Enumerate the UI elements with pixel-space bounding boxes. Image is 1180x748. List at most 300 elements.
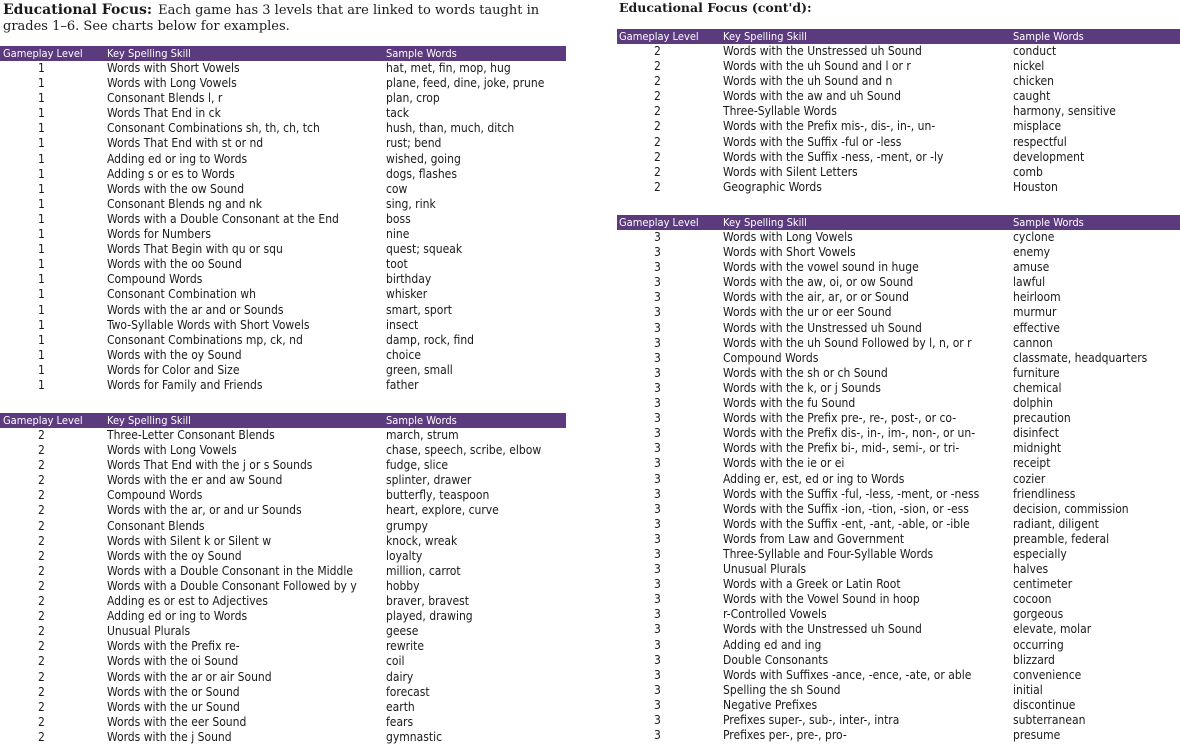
table-row bbox=[617, 456, 1180, 471]
spelling-skill-cell: Words with Silent k or Silent w bbox=[107, 533, 272, 548]
spelling-skill-cell: Words with the Suffix -ful or -less bbox=[723, 134, 902, 149]
table-row bbox=[617, 305, 1180, 320]
spelling-skill-cell: Words with the ar and or Sounds bbox=[107, 302, 284, 317]
table-body bbox=[617, 230, 1180, 743]
spelling-skill-cell: Words with the Suffix -ful, -less, -ment, or -ness bbox=[723, 486, 980, 501]
gameplay-level-cell: 2 bbox=[654, 104, 661, 119]
gameplay-level-cell: 3 bbox=[654, 667, 661, 682]
spelling-skill-cell: Prefixes super-, sub-, inter-, intra bbox=[723, 713, 900, 727]
spelling-skill-cell: Consonant Blends l, r bbox=[107, 91, 223, 106]
sample-words-cell: especially bbox=[1013, 546, 1067, 561]
gameplay-level-cell: 1 bbox=[38, 106, 45, 121]
table-row bbox=[617, 728, 1180, 743]
table-row bbox=[0, 363, 566, 378]
table-row bbox=[617, 260, 1180, 275]
sample-words-cell: cyclone bbox=[1013, 230, 1055, 244]
sample-words-cell: friendliness bbox=[1013, 486, 1076, 501]
table-row bbox=[617, 562, 1180, 577]
sample-words-cell: loyalty bbox=[386, 548, 423, 563]
sample-words-cell: cannon bbox=[1013, 335, 1053, 350]
spelling-skill-cell: Adding es or est to Adjectives bbox=[107, 594, 268, 609]
gameplay-level-cell: 2 bbox=[38, 548, 45, 563]
sample-words-cell: chicken bbox=[1013, 74, 1055, 89]
level-1-table bbox=[0, 46, 566, 393]
gameplay-level-cell: 3 bbox=[654, 637, 661, 652]
gameplay-level-cell: 2 bbox=[38, 594, 45, 609]
spelling-skill-cell: Adding ed or ing to Words bbox=[107, 609, 248, 624]
sample-words-cell: insect bbox=[386, 317, 419, 332]
table-row bbox=[0, 624, 566, 639]
gameplay-level-cell: 3 bbox=[654, 728, 661, 743]
spelling-skill-cell: Compound Words bbox=[107, 272, 203, 287]
gameplay-level-cell: 1 bbox=[38, 196, 45, 211]
sample-words-cell: cocoon bbox=[1013, 592, 1052, 607]
table-row bbox=[617, 441, 1180, 456]
table-row bbox=[617, 668, 1180, 683]
sample-words-cell: radiant, diligent bbox=[1013, 516, 1099, 531]
table-row bbox=[0, 594, 566, 609]
table-row bbox=[0, 121, 566, 136]
table-row bbox=[0, 534, 566, 549]
sample-words-cell: presume bbox=[1013, 728, 1061, 743]
sample-words-cell: discontinue bbox=[1013, 697, 1076, 712]
spelling-skill-cell: Three-Syllable and Four-Syllable Words bbox=[723, 546, 934, 561]
spelling-skill-cell: Words with Silent Letters bbox=[723, 164, 858, 179]
spelling-skill-cell: Two-Syllable Words with Short Vowels bbox=[107, 317, 310, 332]
header-gameplay-level: Gameplay Level bbox=[3, 47, 83, 60]
sample-words-cell: braver, bravest bbox=[386, 594, 470, 609]
sample-words-cell: hat, met, fin, mop, hug bbox=[386, 61, 511, 75]
spelling-skill-cell: Words That End with the j or s Sounds bbox=[107, 458, 313, 473]
spelling-skill-cell: Words with the Prefix bi-, mid-, semi-, or tri- bbox=[723, 441, 960, 456]
gameplay-level-cell: 3 bbox=[654, 607, 661, 622]
table-row bbox=[0, 654, 566, 669]
table-row bbox=[0, 318, 566, 333]
sample-words-cell: respectful bbox=[1013, 134, 1067, 149]
gameplay-level-cell: 2 bbox=[38, 578, 45, 593]
table-row bbox=[617, 622, 1180, 637]
spelling-skill-cell: Adding ed and ing bbox=[723, 637, 822, 652]
table-row bbox=[617, 351, 1180, 366]
gameplay-level-cell: 2 bbox=[38, 458, 45, 473]
level-2-continued-table bbox=[617, 29, 1180, 195]
sample-words-cell: nickel bbox=[1013, 59, 1045, 74]
header-key-spelling-skill: Key Spelling Skill bbox=[107, 414, 191, 427]
spelling-skill-cell: Words with a Double Consonant at the End bbox=[107, 211, 339, 226]
table-row bbox=[0, 242, 566, 257]
table-row bbox=[617, 577, 1180, 592]
gameplay-level-cell: 3 bbox=[654, 456, 661, 471]
sample-words-cell: boss bbox=[386, 211, 411, 226]
sample-words-cell: coil bbox=[386, 654, 405, 669]
spelling-skill-cell: Words with Short Vowels bbox=[723, 245, 856, 260]
sample-words-cell: classmate, headquarters bbox=[1013, 350, 1148, 365]
spelling-skill-cell: Words with the oy Sound bbox=[107, 548, 242, 563]
spelling-skill-cell: Words with the ar or air Sound bbox=[107, 669, 272, 684]
spelling-skill-cell: Three-Letter Consonant Blends bbox=[107, 428, 275, 442]
spelling-skill-cell: Words with the Prefix mis-, dis-, in-, un- bbox=[723, 119, 936, 134]
sample-words-cell: precaution bbox=[1013, 411, 1071, 426]
table-row bbox=[617, 180, 1180, 195]
sample-words-cell: receipt bbox=[1013, 456, 1051, 471]
spelling-skill-cell: Double Consonants bbox=[723, 652, 829, 667]
table-row bbox=[617, 683, 1180, 698]
sample-words-cell: nine bbox=[386, 227, 410, 242]
gameplay-level-cell: 3 bbox=[654, 441, 661, 456]
spelling-skill-cell: r-Controlled Vowels bbox=[723, 607, 827, 622]
table-row bbox=[0, 488, 566, 503]
spelling-skill-cell: Words with Long Vowels bbox=[723, 230, 853, 244]
table-row bbox=[0, 348, 566, 363]
table-row bbox=[0, 564, 566, 579]
spelling-skill-cell: Negative Prefixes bbox=[723, 697, 818, 712]
spelling-skill-cell: Words with the oi Sound bbox=[107, 654, 239, 669]
table-row bbox=[0, 333, 566, 348]
spelling-skill-cell: Words with the j Sound bbox=[107, 729, 232, 744]
table-row bbox=[0, 106, 566, 121]
sample-words-cell: midnight bbox=[1013, 441, 1062, 456]
sample-words-cell: green, small bbox=[386, 362, 453, 377]
gameplay-level-cell: 3 bbox=[654, 260, 661, 275]
sample-words-cell: centimeter bbox=[1013, 577, 1073, 592]
spelling-skill-cell: Words with the uh Sound and n bbox=[723, 74, 893, 89]
gameplay-level-cell: 1 bbox=[38, 91, 45, 106]
spelling-skill-cell: Words with Short Vowels bbox=[107, 61, 240, 75]
gameplay-level-cell: 2 bbox=[38, 609, 45, 624]
gameplay-level-cell: 3 bbox=[654, 411, 661, 426]
gameplay-level-cell: 3 bbox=[654, 697, 661, 712]
sample-words-cell: lawful bbox=[1013, 275, 1046, 290]
sample-words-cell: heart, explore, curve bbox=[386, 503, 499, 518]
gameplay-level-cell: 3 bbox=[654, 562, 661, 577]
spelling-skill-cell: Words with the k, or j Sounds bbox=[723, 380, 881, 395]
sample-words-cell: splinter, drawer bbox=[386, 473, 472, 488]
sample-words-cell: hobby bbox=[386, 578, 420, 593]
header-key-spelling-skill: Key Spelling Skill bbox=[107, 47, 191, 60]
gameplay-level-cell: 1 bbox=[38, 211, 45, 226]
sample-words-cell: murmur bbox=[1013, 305, 1057, 320]
sample-words-cell: hush, than, much, ditch bbox=[386, 121, 515, 136]
sample-words-cell: chemical bbox=[1013, 380, 1062, 395]
gameplay-level-cell: 3 bbox=[654, 592, 661, 607]
table-row bbox=[0, 473, 566, 488]
spelling-skill-cell: Compound Words bbox=[107, 488, 203, 503]
gameplay-level-cell: 2 bbox=[654, 89, 661, 104]
sample-words-cell: choice bbox=[386, 347, 421, 362]
header-gameplay-level: Gameplay Level bbox=[3, 414, 83, 427]
spelling-skill-cell: Words for Family and Friends bbox=[107, 377, 263, 392]
gameplay-level-cell: 3 bbox=[654, 622, 661, 637]
table-row bbox=[617, 698, 1180, 713]
table-row bbox=[617, 150, 1180, 165]
spelling-skill-cell: Geographic Words bbox=[723, 179, 822, 194]
header-sample-words: Sample Words bbox=[386, 414, 457, 427]
table-row bbox=[617, 165, 1180, 180]
gameplay-level-cell: 1 bbox=[38, 61, 45, 75]
sample-words-cell: whisker bbox=[386, 287, 428, 302]
gameplay-level-cell: 3 bbox=[654, 652, 661, 667]
table-row bbox=[617, 713, 1180, 728]
table-row bbox=[0, 303, 566, 318]
sample-words-cell: enemy bbox=[1013, 245, 1051, 260]
table-row bbox=[0, 609, 566, 624]
table-row bbox=[617, 336, 1180, 351]
gameplay-level-cell: 2 bbox=[38, 624, 45, 639]
spelling-skill-cell: Words with the vowel sound in huge bbox=[723, 260, 919, 275]
sample-words-cell: misplace bbox=[1013, 119, 1062, 134]
sample-words-cell: damp, rock, find bbox=[386, 332, 475, 347]
sample-words-cell: forecast bbox=[386, 684, 430, 699]
spelling-skill-cell: Words with the air, ar, or or Sound bbox=[723, 290, 909, 305]
table-row bbox=[617, 74, 1180, 89]
sample-words-cell: gorgeous bbox=[1013, 607, 1064, 622]
gameplay-level-cell: 1 bbox=[38, 257, 45, 272]
spelling-skill-cell: Words with the sh or ch Sound bbox=[723, 365, 888, 380]
sample-words-cell: subterranean bbox=[1013, 713, 1086, 727]
spelling-skill-cell: Words That End in ck bbox=[107, 106, 221, 121]
table-row bbox=[0, 76, 566, 91]
sample-words-cell: dairy bbox=[386, 669, 414, 684]
sample-words-cell: fears bbox=[386, 714, 414, 729]
sample-words-cell: rust; bend bbox=[386, 136, 442, 151]
spelling-skill-cell: Adding er, est, ed or ing to Words bbox=[723, 471, 905, 486]
spelling-skill-cell: Consonant Blends ng and nk bbox=[107, 196, 262, 211]
table-header bbox=[617, 29, 1180, 44]
gameplay-level-cell: 2 bbox=[38, 654, 45, 669]
spelling-skill-cell: Words That Begin with qu or squ bbox=[107, 242, 283, 257]
sample-words-cell: quest; squeak bbox=[386, 242, 463, 257]
table-row bbox=[617, 44, 1180, 59]
spelling-skill-cell: Words with the oy Sound bbox=[107, 347, 242, 362]
spelling-skill-cell: Words with a Double Consonant Followed by y bbox=[107, 578, 357, 593]
gameplay-level-cell: 2 bbox=[38, 473, 45, 488]
gameplay-level-cell: 3 bbox=[654, 426, 661, 441]
table-row bbox=[617, 59, 1180, 74]
gameplay-level-cell: 2 bbox=[38, 563, 45, 578]
table-body bbox=[0, 61, 566, 393]
sample-words-cell: heirloom bbox=[1013, 290, 1061, 305]
table-row bbox=[617, 592, 1180, 607]
gameplay-level-cell: 1 bbox=[38, 347, 45, 362]
gameplay-level-cell: 3 bbox=[654, 230, 661, 244]
sample-words-cell: played, drawing bbox=[386, 609, 473, 624]
sample-words-cell: butterfly, teaspoon bbox=[386, 488, 490, 503]
sample-words-cell: caught bbox=[1013, 89, 1051, 104]
sample-words-cell: initial bbox=[1013, 682, 1043, 697]
sample-words-cell: effective bbox=[1013, 320, 1060, 335]
table-row bbox=[0, 227, 566, 242]
spelling-skill-cell: Consonant Blends bbox=[107, 518, 205, 533]
sample-words-cell: dolphin bbox=[1013, 396, 1054, 411]
table-body bbox=[617, 44, 1180, 195]
table-row bbox=[617, 502, 1180, 517]
sample-words-cell: gymnastic bbox=[386, 729, 443, 744]
header-gameplay-level: Gameplay Level bbox=[619, 216, 699, 229]
gameplay-level-cell: 3 bbox=[654, 380, 661, 395]
sample-words-cell: plane, feed, dine, joke, prune bbox=[386, 76, 545, 91]
gameplay-level-cell: 2 bbox=[38, 518, 45, 533]
sample-words-cell: Houston bbox=[1013, 179, 1058, 194]
gameplay-level-cell: 3 bbox=[654, 682, 661, 697]
gameplay-level-cell: 1 bbox=[38, 136, 45, 151]
table-row bbox=[617, 135, 1180, 150]
table-row bbox=[617, 653, 1180, 668]
spelling-skill-cell: Adding s or es to Words bbox=[107, 166, 235, 181]
gameplay-level-cell: 3 bbox=[654, 275, 661, 290]
table-header bbox=[617, 215, 1180, 230]
gameplay-level-cell: 3 bbox=[654, 350, 661, 365]
sample-words-cell: preamble, federal bbox=[1013, 531, 1110, 546]
table-row bbox=[0, 136, 566, 151]
sample-words-cell: tack bbox=[386, 106, 410, 121]
spelling-skill-cell: Consonant Combinations sh, th, ch, tch bbox=[107, 121, 320, 136]
sample-words-cell: furniture bbox=[1013, 365, 1060, 380]
table-row bbox=[617, 547, 1180, 562]
gameplay-level-cell: 3 bbox=[654, 396, 661, 411]
spelling-skill-cell: Words with Long Vowels bbox=[107, 443, 237, 458]
table-row bbox=[0, 428, 566, 443]
spelling-skill-cell: Words with the ur Sound bbox=[107, 699, 240, 714]
gameplay-level-cell: 3 bbox=[654, 516, 661, 531]
sample-words-cell: disinfect bbox=[1013, 426, 1059, 441]
spelling-skill-cell: Words with the uh Sound and l or r bbox=[723, 59, 911, 74]
table-row bbox=[617, 290, 1180, 305]
gameplay-level-cell: 3 bbox=[654, 713, 661, 727]
table-row bbox=[0, 287, 566, 302]
gameplay-level-cell: 1 bbox=[38, 121, 45, 136]
table-row bbox=[617, 119, 1180, 134]
table-row bbox=[0, 378, 566, 393]
sample-words-cell: plan, crop bbox=[386, 91, 440, 106]
table-row bbox=[617, 487, 1180, 502]
table-header bbox=[0, 413, 566, 428]
gameplay-level-cell: 2 bbox=[38, 669, 45, 684]
spelling-skill-cell: Words with the aw, oi, or ow Sound bbox=[723, 275, 914, 290]
spelling-skill-cell: Words for Color and Size bbox=[107, 362, 240, 377]
table-row bbox=[0, 639, 566, 654]
table-body bbox=[0, 428, 566, 745]
gameplay-level-cell: 2 bbox=[654, 179, 661, 194]
table-row bbox=[0, 182, 566, 197]
table-row bbox=[617, 472, 1180, 487]
header-key-spelling-skill: Key Spelling Skill bbox=[723, 216, 807, 229]
spelling-skill-cell: Words with Long Vowels bbox=[107, 76, 237, 91]
sample-words-cell: fudge, slice bbox=[386, 458, 449, 473]
sample-words-cell: blizzard bbox=[1013, 652, 1055, 667]
table-row bbox=[0, 443, 566, 458]
gameplay-level-cell: 2 bbox=[38, 428, 45, 442]
header-gameplay-level: Gameplay Level bbox=[619, 30, 699, 43]
gameplay-level-cell: 2 bbox=[654, 134, 661, 149]
gameplay-level-cell: 2 bbox=[38, 533, 45, 548]
sample-words-cell: wished, going bbox=[386, 151, 461, 166]
spelling-skill-cell: Words with the uh Sound Followed by l, n, or r bbox=[723, 335, 972, 350]
gameplay-level-cell: 2 bbox=[654, 44, 661, 58]
gameplay-level-cell: 3 bbox=[654, 486, 661, 501]
table-row bbox=[0, 197, 566, 212]
gameplay-level-cell: 2 bbox=[38, 443, 45, 458]
sample-words-cell: comb bbox=[1013, 164, 1043, 179]
gameplay-level-cell: 2 bbox=[38, 639, 45, 654]
gameplay-level-cell: 3 bbox=[654, 305, 661, 320]
table-row bbox=[617, 396, 1180, 411]
gameplay-level-cell: 1 bbox=[38, 317, 45, 332]
sample-words-cell: occurring bbox=[1013, 637, 1064, 652]
sample-words-cell: grumpy bbox=[386, 518, 428, 533]
level-2-table bbox=[0, 413, 566, 745]
sample-words-cell: decision, commission bbox=[1013, 501, 1129, 516]
table-row bbox=[617, 517, 1180, 532]
spelling-skill-cell: Words with a Greek or Latin Root bbox=[723, 577, 901, 592]
gameplay-level-cell: 2 bbox=[38, 714, 45, 729]
spelling-skill-cell: Words with the Unstressed uh Sound bbox=[723, 44, 922, 58]
continued-heading: Educational Focus (cont'd): bbox=[619, 0, 812, 15]
table-row bbox=[0, 152, 566, 167]
gameplay-level-cell: 3 bbox=[654, 546, 661, 561]
gameplay-level-cell: 3 bbox=[654, 335, 661, 350]
table-row bbox=[617, 89, 1180, 104]
table-row bbox=[617, 321, 1180, 336]
table-row bbox=[617, 411, 1180, 426]
spelling-skill-cell: Words from Law and Government bbox=[723, 531, 905, 546]
spelling-skill-cell: Three-Syllable Words bbox=[723, 104, 837, 119]
gameplay-level-cell: 2 bbox=[38, 488, 45, 503]
header-sample-words: Sample Words bbox=[1013, 30, 1084, 43]
sample-words-cell: million, carrot bbox=[386, 563, 461, 578]
table-row bbox=[0, 272, 566, 287]
table-row bbox=[617, 104, 1180, 119]
sample-words-cell: conduct bbox=[1013, 44, 1057, 58]
sample-words-cell: toot bbox=[386, 257, 408, 272]
spelling-skill-cell: Words with the er and aw Sound bbox=[107, 473, 283, 488]
gameplay-level-cell: 1 bbox=[38, 151, 45, 166]
sample-words-cell: rewrite bbox=[386, 639, 424, 654]
sample-words-cell: development bbox=[1013, 149, 1085, 164]
gameplay-level-cell: 1 bbox=[38, 76, 45, 91]
spelling-skill-cell: Words with the Prefix pre-, re-, post-, or co- bbox=[723, 411, 957, 426]
sample-words-cell: earth bbox=[386, 699, 415, 714]
table-header bbox=[0, 46, 566, 61]
gameplay-level-cell: 2 bbox=[654, 59, 661, 74]
gameplay-level-cell: 2 bbox=[654, 149, 661, 164]
table-row bbox=[0, 715, 566, 730]
spelling-skill-cell: Spelling the sh Sound bbox=[723, 682, 841, 697]
gameplay-level-cell: 2 bbox=[38, 699, 45, 714]
spelling-skill-cell: Words with the Suffix -ness, -ment, or -ly bbox=[723, 149, 944, 164]
sample-words-cell: geese bbox=[386, 624, 419, 639]
spelling-skill-cell: Words with the ur or eer Sound bbox=[723, 305, 892, 320]
spelling-skill-cell: Words with the oo Sound bbox=[107, 257, 242, 272]
gameplay-level-cell: 3 bbox=[654, 501, 661, 516]
gameplay-level-cell: 3 bbox=[654, 245, 661, 260]
spelling-skill-cell: Words with the Prefix re- bbox=[107, 639, 240, 654]
spelling-skill-cell: Words with a Double Consonant in the Middle bbox=[107, 563, 354, 578]
table-row bbox=[0, 549, 566, 564]
gameplay-level-cell: 1 bbox=[38, 332, 45, 347]
spelling-skill-cell: Words with the ie or ei bbox=[723, 456, 845, 471]
table-row bbox=[0, 579, 566, 594]
gameplay-level-cell: 1 bbox=[38, 181, 45, 196]
spelling-skill-cell: Unusual Plurals bbox=[723, 562, 807, 577]
spelling-skill-cell: Consonant Combination wh bbox=[107, 287, 256, 302]
sample-words-cell: sing, rink bbox=[386, 196, 436, 211]
gameplay-level-cell: 2 bbox=[38, 684, 45, 699]
table-row bbox=[0, 685, 566, 700]
table-row bbox=[617, 381, 1180, 396]
header-key-spelling-skill: Key Spelling Skill bbox=[723, 30, 807, 43]
sample-words-cell: harmony, sensitive bbox=[1013, 104, 1116, 119]
gameplay-level-cell: 3 bbox=[654, 290, 661, 305]
